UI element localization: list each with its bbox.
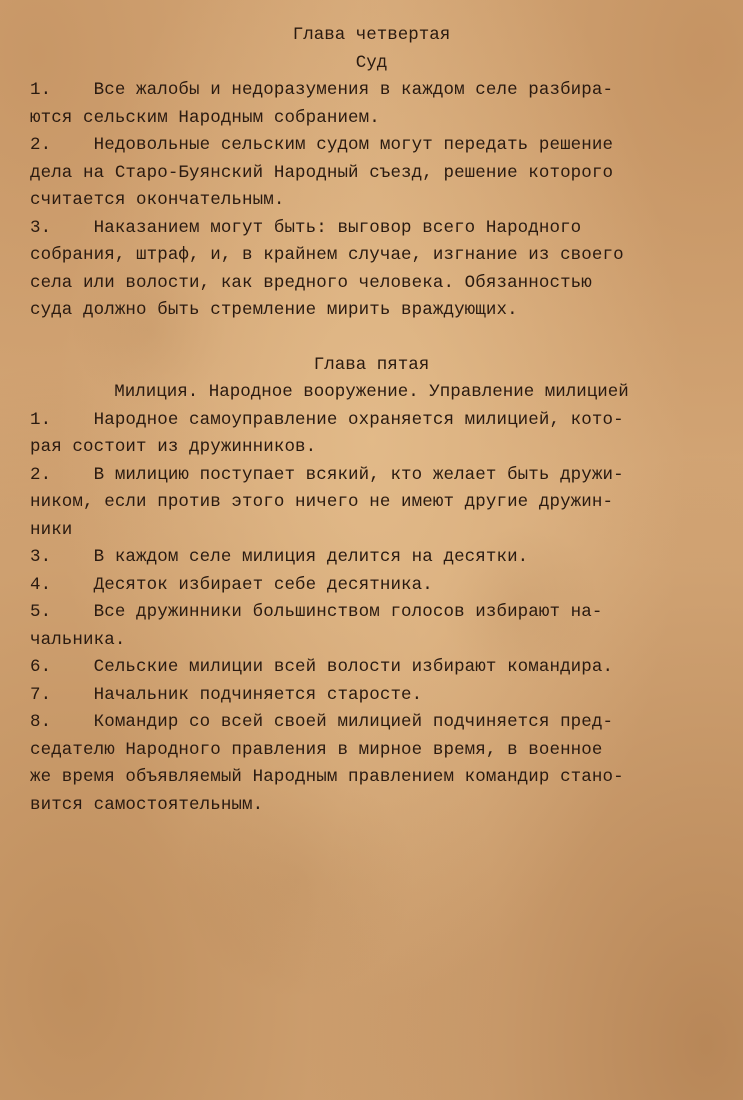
text-line: 4. Десяток избирает себе десятника.	[30, 574, 433, 595]
text-line: 7. Начальник подчиняется старосте.	[30, 684, 423, 705]
article-paragraph	[30, 654, 713, 682]
text-line: ники	[30, 519, 73, 540]
chapter-title: Глава четвертая	[292, 25, 451, 45]
text-line: рая состоит из дружинников.	[30, 437, 317, 457]
text-line: села или волости, как вредного человека. Обязанностью	[30, 272, 592, 293]
text-line: 5. Все дружинники большинством голосов избирают на-	[30, 602, 603, 622]
chapter-4	[30, 22, 713, 325]
chapter-5	[30, 352, 713, 820]
text-line: дела на Старо-Буянский Народный съезд, решение которого	[30, 162, 614, 183]
chapter-title: Глава пятая	[313, 354, 430, 375]
article-paragraph	[30, 572, 713, 600]
text-line: 3. В каждом селе милиция делится на десятки.	[30, 547, 529, 567]
text-line: 1. Народное самоуправление охраняется милицией, кото-	[30, 409, 624, 430]
chapter-subtitle: Милиция. Народное вооружение. Управление милицией	[114, 382, 629, 402]
text-line: собрания, штраф, и, в крайнем случае, изгнание из своего	[30, 245, 624, 265]
text-line: чальника.	[30, 629, 126, 650]
text-line: 2. Недовольные сельским судом могут передать решение	[30, 135, 614, 155]
text-line: суда должно быть стремление мирить враждующих.	[30, 300, 518, 320]
article-paragraph	[30, 462, 713, 545]
article-paragraph	[30, 682, 713, 710]
article-paragraph	[30, 544, 713, 572]
text-line: же время объявляемый Народным правлением командир стано-	[30, 767, 624, 787]
text-line: 2. В милицию поступает всякий, кто желает быть дружи-	[30, 464, 624, 485]
chapter-subtitle: Суд	[355, 52, 388, 73]
text-line: 3. Наказанием могут быть: выговор всего Народного	[30, 217, 582, 238]
text-line: ются сельским Народным собранием.	[30, 107, 380, 128]
text-line: 8. Командир со всей своей милицией подчиняется пред-	[30, 712, 614, 732]
article-paragraph	[30, 407, 713, 462]
text-line: седателю Народного правления в мирное время, в военное	[30, 739, 603, 760]
text-line: вится самостоятельным.	[30, 794, 264, 815]
text-line: считается окончательным.	[30, 190, 285, 210]
text-line: 6. Сельские милиции всей волости избирают командира.	[30, 657, 614, 677]
article-paragraph	[30, 77, 713, 132]
text-line: ником, если против этого ничего не имеют другие дружин-	[30, 492, 614, 512]
article-paragraph	[30, 709, 713, 819]
article-paragraph	[30, 215, 713, 325]
text-line: 1. Все жалобы и недоразумения в каждом селе разбира-	[30, 80, 614, 100]
article-paragraph	[30, 599, 713, 654]
article-paragraph	[30, 132, 713, 215]
